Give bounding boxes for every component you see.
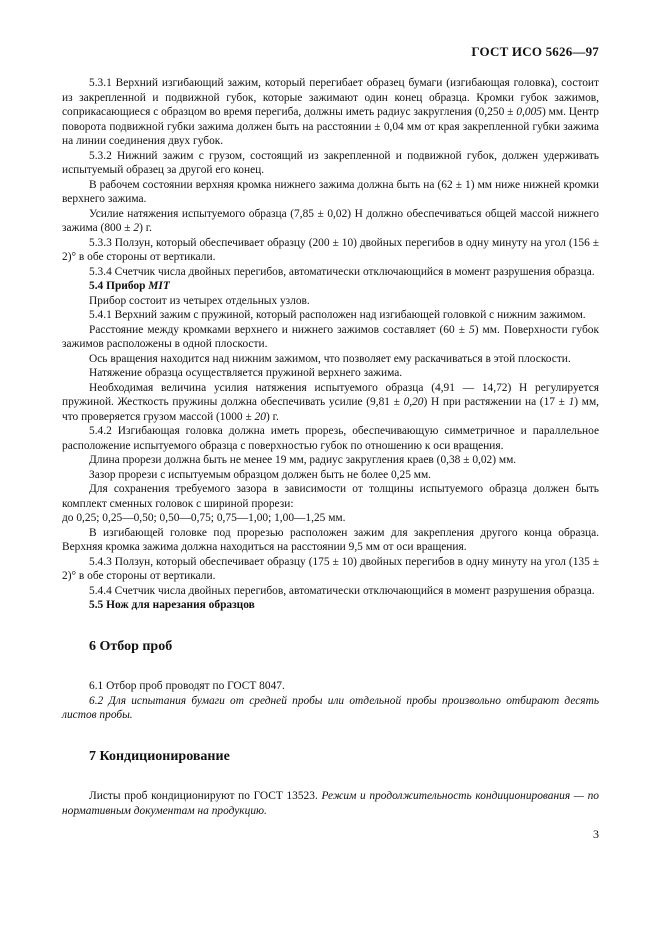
paragraph-5-4-1: 5.4.1 Верхний зажим с пружиной, который расположен над изгибающей головкой с нижним зажимом.: [89, 309, 586, 321]
paragraph-6-2: 6.2 Для испытания бумаги от средней пробы или отдельной пробы произвольно отбирают десять листов пробы.: [62, 694, 599, 721]
chapter-7-heading: 7 Кондиционирование: [89, 748, 230, 764]
paragraph-slot-length: Длина прорези должна быть не менее 19 мм, радиус закругления краев (0,38 ± 0,02) мм.: [89, 454, 517, 466]
paragraph-5-4-4: 5.4.4 Счетчик числа двойных перегибов, автоматически отключающийся в момент разрушения образца.: [89, 584, 595, 597]
paragraph-clamp-distance: Расстояние между кромками верхнего и нижнего зажимов составляет (60 ± 5) мм. Поверхности губок зажимов расположены в одной плоскости.: [62, 323, 599, 350]
paragraph-four-units: Прибор состоит из четырех отдельных узлов.: [89, 294, 310, 307]
subheading-5-5: 5.5 Нож для нарезания образцов: [89, 599, 255, 611]
paragraph-5-3-4: 5.3.4 Счетчик числа двойных перегибов, автоматически отключающийся в момент разрушения образца.: [89, 265, 595, 278]
page-body: [62, 76, 599, 818]
paragraph-5-4-2: 5.4.2 Изгибающая головка должна иметь прорезь, обеспечивающую симметричное и параллельное расположение испытуемого образца с поверхностью губок по отношению к оси вращения.: [62, 425, 599, 452]
paragraph-7-conditioning: Листы проб кондиционируют по ГОСТ 13523. Режим и продолжительность кондиционирования — по нормативным документам на продукцию.: [62, 790, 599, 817]
paragraph-rotation-axis: Ось вращения находится над нижним зажимом, что позволяет ему раскачиваться в этой плоскости.: [89, 352, 571, 365]
paragraph-5-3-1: 5.3.1 Верхний изгибающий зажим, который перегибает образец бумаги (изгибающая головка), состоит из закрепленной и подвижной губок, которые зажимают один конец образца. Кромки губок зажимов, соприкасающиеся с образцом во время перегиба, должны иметь радиус закругления (0,250 ± 0,005) мм. Центр поворота подвижной губки зажима должен быть на расстоянии ± 0,04 мм от края закрепленной губки зажима на линии соединения двух губок.: [62, 77, 599, 147]
paragraph-tension-force: Усилие натяжения испытуемого образца (7,85 ± 0,02) Н должно обеспечиваться общей массой нижнего зажима (800 ± 2) г.: [62, 207, 599, 234]
paragraph-5-3-3: 5.3.3 Ползун, который обеспечивает образцу (200 ± 10) двойных перегибов в одну минуту на угол (156 ± 2)° в обе стороны от вертикали.: [62, 236, 599, 263]
paragraph-head-clamp: В изгибающей головке под прорезью расположен зажим для закрепления другого конца образца. Верхняя кромка зажима должна находиться на расстоянии 9,5 мм от оси вращения.: [62, 526, 599, 553]
chapter-6-heading: 6 Отбор проб: [89, 638, 173, 654]
paragraph-head-set: Для сохранения требуемого зазора в зависимости от толщины испытуемого образца должен быть комплект сменных головок с шириной прорези:: [62, 483, 599, 510]
paragraph-slot-ranges: до 0,25; 0,25—0,50; 0,50—0,75; 0,75—1,00; 1,00—1,25 мм.: [62, 512, 346, 524]
subheading-5-4: 5.4 Прибор MIT: [89, 280, 170, 292]
paragraph-6-1: 6.1 Отбор проб проводят по ГОСТ 8047.: [89, 680, 285, 692]
paragraph-5-4-3: 5.4.3 Ползун, который обеспечивает образцу (175 ± 10) двойных перегибов в одну минуту на угол (135 ± 2)° в обе стороны от вертикали.: [62, 555, 599, 582]
paragraph-5-3-2: 5.3.2 Нижний зажим с грузом, состоящий из закрепленной и подвижной губок, должен удерживать испытуемый образец за другой его конец.: [62, 149, 599, 176]
paragraph-required-force: Необходимая величина усилия натяжения испытуемого образца (4,91 — 14,72) Н регулируется пружиной. Жесткость пружины должна обеспечивать усилие (9,81 ± 0,20) Н при растяжении на (17 ± 1) мм, что проверяется грузом массой (1000 ± 20) г.: [62, 381, 600, 423]
paragraph-spring-tension: Натяжение образца осуществляется пружиной верхнего зажима.: [89, 367, 403, 379]
paragraph-slot-gap: Зазор прорези с испытуемым образцом должен быть не более 0,25 мм.: [89, 468, 432, 481]
document-header: ГОСТ ИСО 5626—97: [471, 44, 599, 59]
paragraph-working-state: В рабочем состоянии верхняя кромка нижнего зажима должна быть на (62 ± 1) мм ниже нижней кромки верхнего зажима.: [62, 178, 599, 205]
page-number: 3: [593, 827, 599, 841]
